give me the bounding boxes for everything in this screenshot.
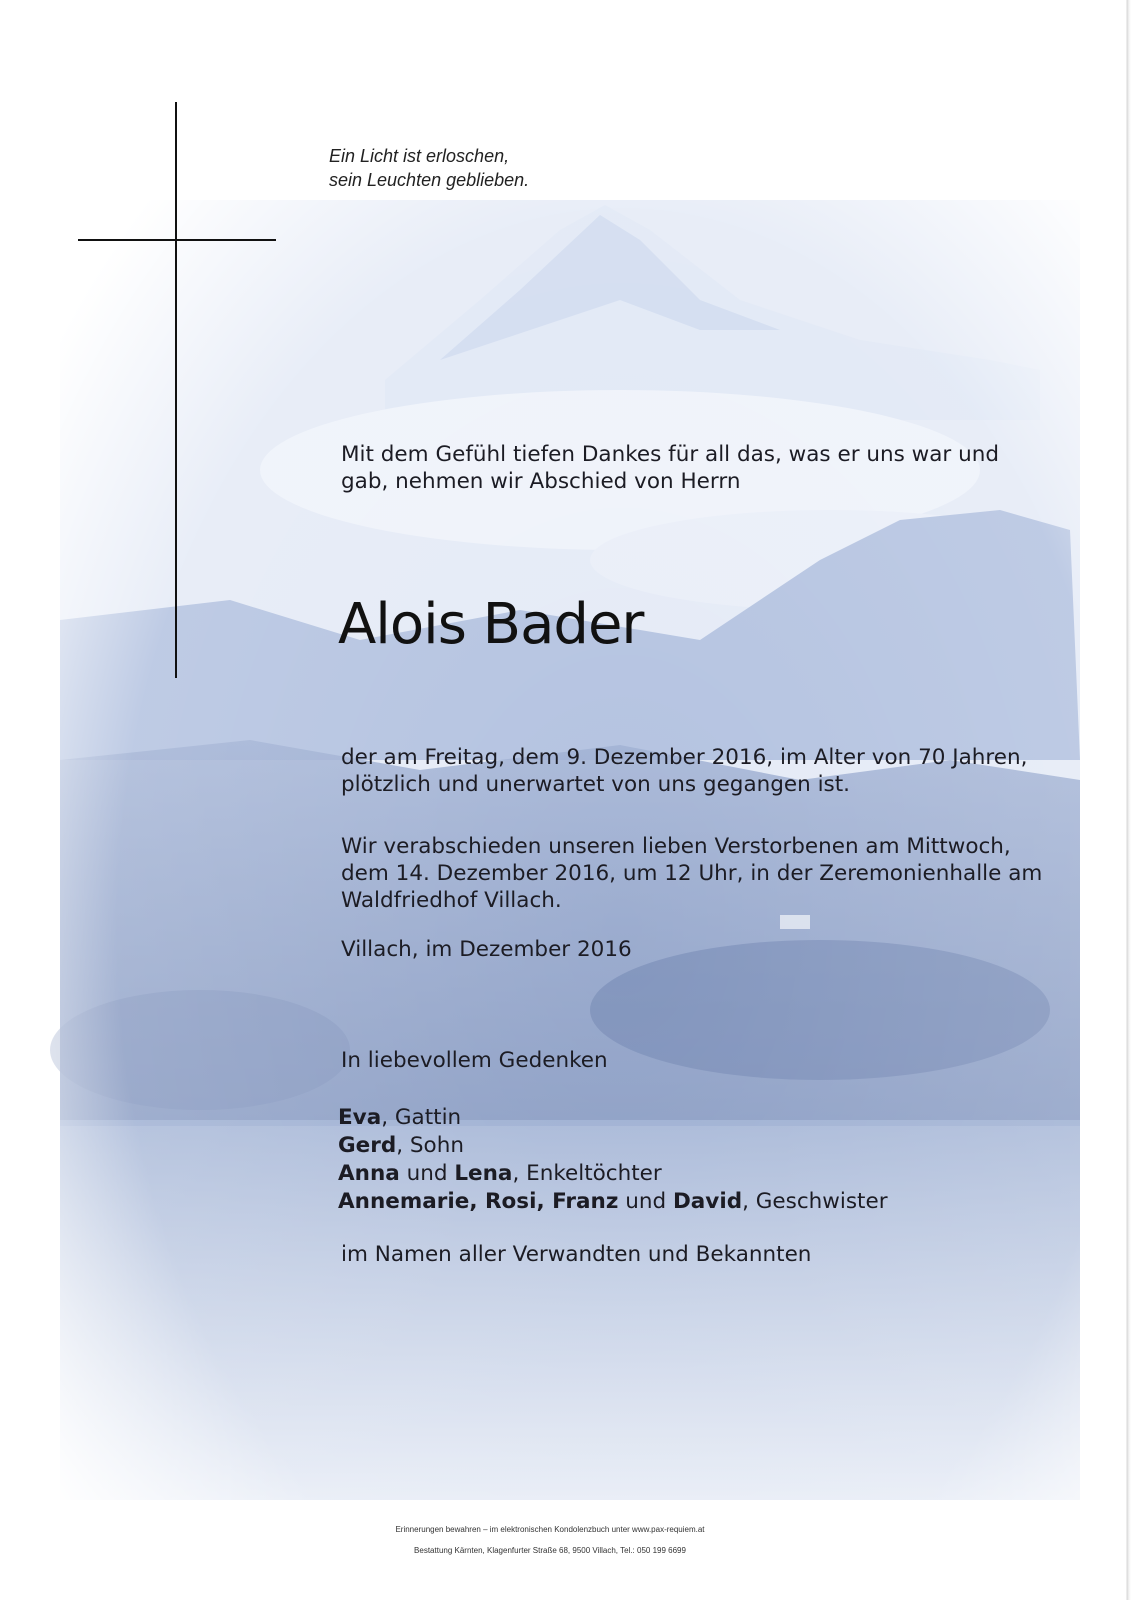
funeral-line: dem 14. Dezember 2016, um 12 Uhr, in der Zeremonienhalle am — [341, 861, 1043, 886]
mourner-name: Anna — [338, 1161, 400, 1186]
mourner-name: Rosi — [484, 1189, 537, 1214]
mourner-row — [338, 1104, 888, 1132]
motto — [329, 144, 529, 192]
closing — [341, 1241, 811, 1268]
mourner-relation: , Gattin — [381, 1105, 462, 1130]
mourner-connector: und — [618, 1189, 673, 1214]
intro-text — [341, 441, 999, 495]
mourner-relation: , Sohn — [396, 1133, 464, 1158]
mourner-name: Lena — [454, 1161, 513, 1186]
remembrance-text: In liebevollem Gedenken — [341, 1048, 608, 1073]
mourner-name: Eva — [338, 1105, 382, 1130]
motto-line: Ein Licht ist erloschen, — [329, 146, 510, 166]
funeral-line: Waldfriedhof Villach. — [341, 888, 562, 913]
remembrance-heading — [341, 1047, 608, 1074]
mourner-row — [338, 1160, 888, 1188]
mourner-relation: , Enkeltöchter — [512, 1161, 662, 1186]
death-notice — [341, 744, 1027, 798]
death-line: plötzlich und unerwartet von uns gegangen ist. — [341, 772, 851, 797]
place-date — [341, 936, 632, 963]
motto-line: sein Leuchten geblieben. — [329, 170, 530, 190]
footer-address-line: Bestattung Kärnten, Klagenfurter Straße 68, 9500 Villach, Tel.: 050 199 6699 — [414, 1546, 686, 1555]
intro-line: Mit dem Gefühl tiefen Dankes für all das, was er uns war und — [341, 442, 999, 467]
mourner-name: Franz — [552, 1189, 619, 1214]
mourner-row — [338, 1188, 888, 1216]
deceased-name: Alois Bader — [338, 592, 644, 657]
mourner-name: David — [672, 1189, 743, 1214]
funeral-notice — [341, 833, 1042, 914]
mourner-separator: , — [469, 1189, 485, 1214]
mourner-name: Annemarie — [338, 1189, 470, 1214]
place-date-text: Villach, im Dezember 2016 — [341, 937, 632, 962]
mourner-connector: und — [399, 1161, 455, 1186]
scan-edge — [1117, 0, 1131, 1600]
footer-condolence-line: Erinnerungen bewahren – im elektronischen Kondolenzbuch unter www.pax-requiem.at — [395, 1525, 705, 1534]
mourners-list — [338, 1104, 888, 1216]
cross-horizontal-bar — [78, 239, 276, 241]
death-line: der am Freitag, dem 9. Dezember 2016, im Alter von 70 Jahren, — [341, 745, 1028, 770]
mourner-separator: , — [536, 1189, 553, 1214]
cross-vertical-bar — [175, 102, 177, 678]
closing-text: im Namen aller Verwandten und Bekannten — [341, 1242, 812, 1267]
mourner-name: Gerd — [338, 1133, 397, 1158]
mourner-row — [338, 1132, 888, 1160]
mourner-relation: , Geschwister — [742, 1189, 888, 1214]
funeral-line: Wir verabschieden unseren lieben Verstorbenen am Mittwoch, — [341, 834, 1011, 859]
intro-line: gab, nehmen wir Abschied von Herrn — [341, 469, 741, 494]
